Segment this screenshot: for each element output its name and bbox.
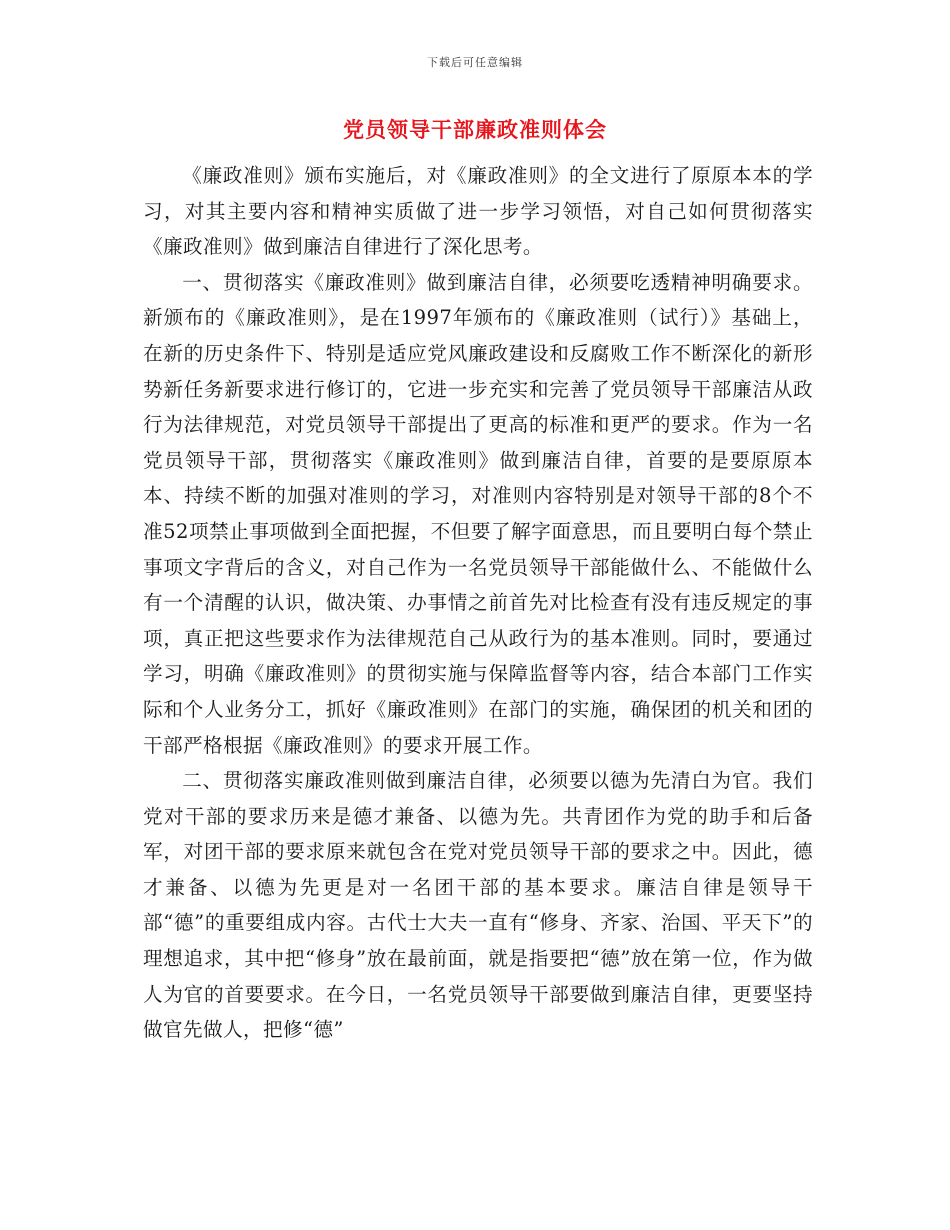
header-note: 下载后可任意编辑 [427,56,523,69]
document-title: 党员领导干部廉政准则体会 [343,117,607,142]
document-body [143,158,813,1048]
paragraph-intro: 《廉政准则》颁布实施后，对《廉政准则》的全文进行了原原本本的学习，对其主要内容和精神实质做了进一步学习领悟，对自己如何贯彻落实《廉政准则》做到廉洁自律进行了深化思考。 [143,164,813,259]
paragraph-section-2: 二、贯彻落实廉政准则做到廉洁自律，必须要以德为先清白为官。我们党对干部的要求历来是德才兼备、以德为先。共青团作为党的助手和后备军，对团干部的要求原来就包含在党对党员领导干部的要求之中。因此，德才兼备、以德为先更是对一名团干部的基本要求。廉洁自律是领导干部“德”的重要组成内容。古代士大夫一直有“修身、齐家、治国、平天下”的理想追求，其中把“修身”放在最前面，就是指要把“德”放在第一位，作为做人为官的首要要求。在今日，一名党员领导干部要做到廉洁自律，更要坚持做官先做人，把修“德” [143,769,813,1042]
paragraph-section-1: 一、贯彻落实《廉政准则》做到廉洁自律，必须要吃透精神明确要求。新颁布的《廉政准则》，是在1997年颁布的《廉政准则（试行）》基础上，在新的历史条件下、特别是适应党风廉政建设和反腐败工作不断深化的新形势新任务新要求进行修订的，它进一步充实和完善了党员领导干部廉洁从政行为法律规范，对党员领导干部提出了更高的标准和更严的要求。作为一名党员领导干部，贯彻落实《廉政准则》做到廉洁自律，首要的是要原原本本、持续不断的加强对准则的学习，对准则内容特别是对领导干部的8个不准52项禁止事项做到全面把握，不但要了解字面意思，而且要明白每个禁止事项文字背后的含义，对自己作为一名党员领导干部能做什么、不能做什么有一个清醒的认识，做决策、办事情之前首先对比检查有没有违反规定的事项，真正把这些要求作为法律规范自己从政行为的基本准则。同时，要通过学习，明确《廉政准则》的贯彻实施与保障监督等内容，结合本部门工作实际和个人业务分工，抓好《廉政准则》在部门的实施，确保团的机关和团的干部严格根据《廉政准则》的要求开展工作。 [143,270,813,757]
